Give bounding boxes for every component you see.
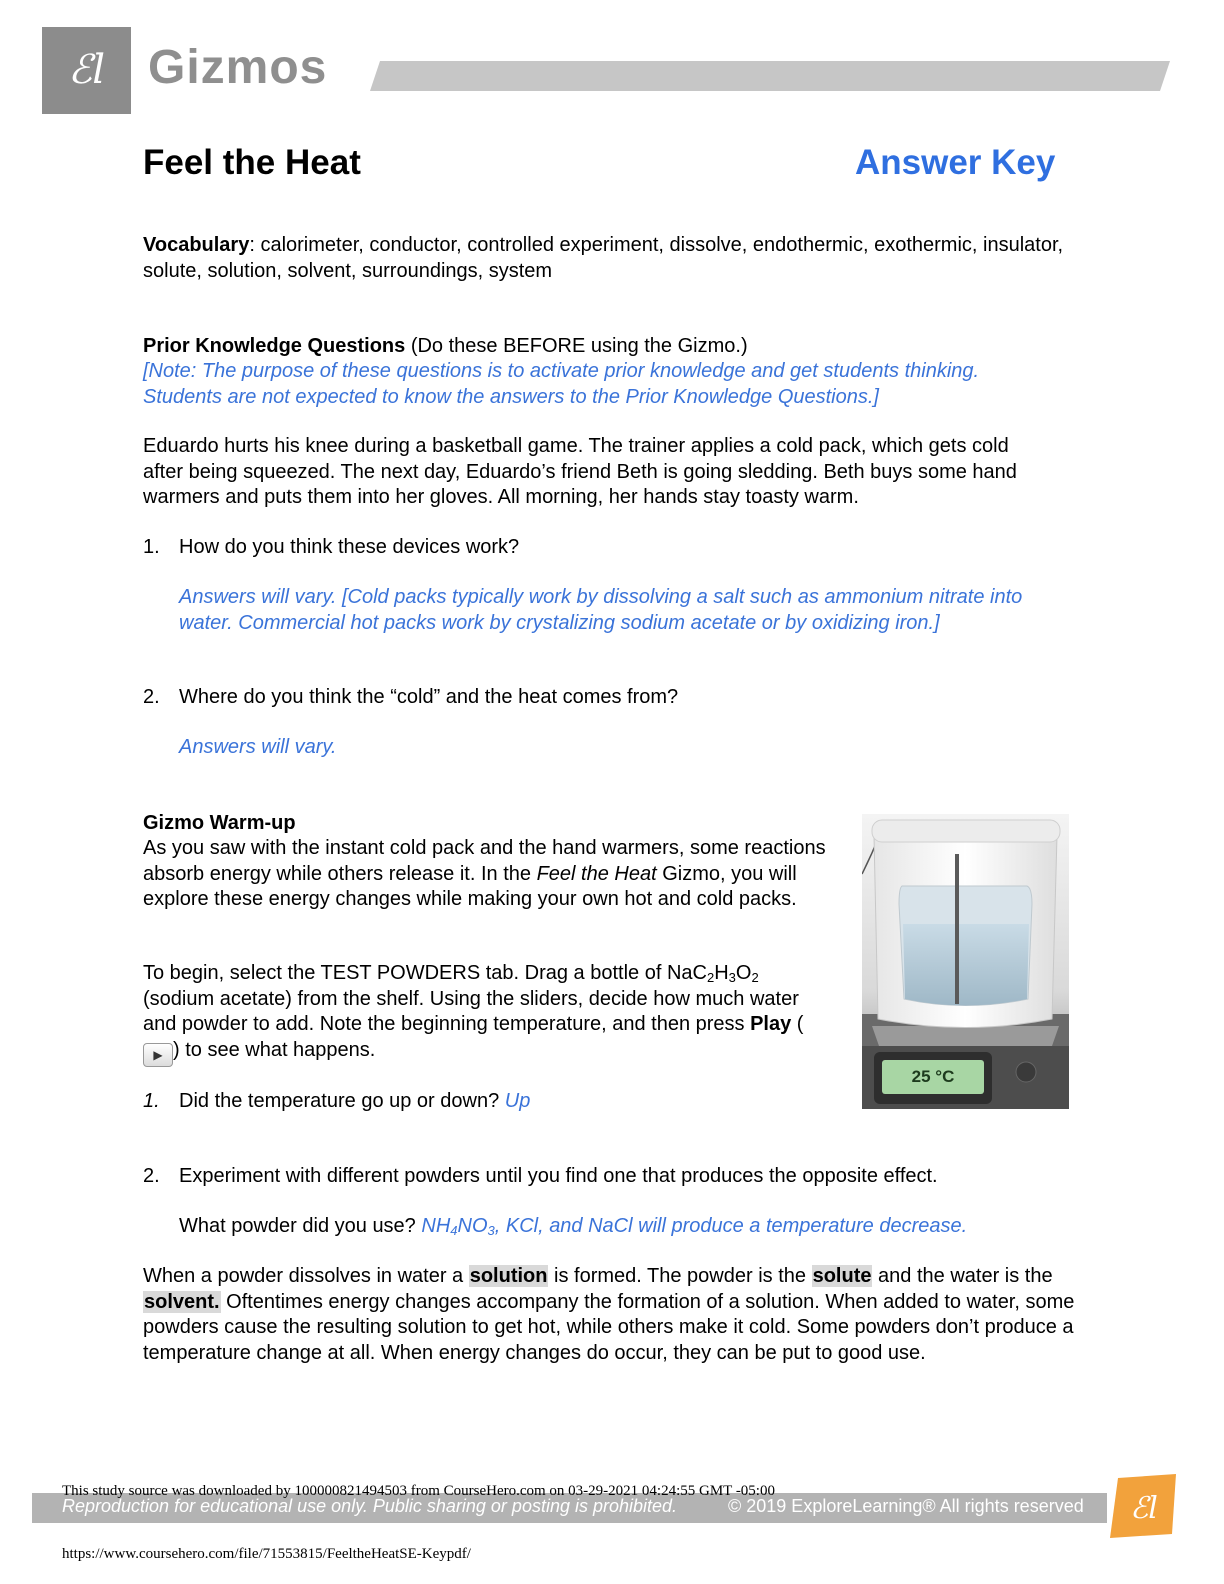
prior-knowledge-heading: Prior Knowledge Questions [143,335,406,357]
corner-logo-icon [1110,1474,1180,1538]
vocabulary-terms: : calorimeter, conductor, controlled experiment, dissolve, endothermic, exothermic, insulator, solute, solution, solvent, surroundings, system [143,234,1064,282]
warmup-intro-b: Gizmo, you will explore these energy changes while making your own hot and cold packs. [143,862,797,910]
closing-part: Oftentimes energy changes accompany the formation of a solution. When added to water, some powders cause the resulting solution to get hot, while others make it cold. Some powders don’t produce a temperature change at all. When energy changes do occur, they can be put to good use. [143,1290,1075,1364]
header-bar [370,61,1170,91]
answer-key-label: Answer Key [855,143,1056,182]
answer-text: Up [504,1090,531,1112]
explorelearning-logo [42,27,131,114]
prior-knowledge-heading-line [143,334,1073,360]
question-text-body: Did the temperature go up or down? [179,1090,505,1112]
play-label: Play [750,1013,792,1035]
prior-knowledge-heading-note: (Do these BEFORE using the Gizmo.) [405,335,748,357]
formula-o: O [735,962,752,984]
question-number: 1. [143,1090,160,1112]
formula-part: NH [421,1215,451,1237]
question-number: 2. [143,1165,160,1187]
question-text [179,1089,1079,1115]
subscript: 4 [450,1223,458,1238]
instructions-d: ) to see what happens. [173,1038,376,1061]
closing-part: When a powder dissolves in water a [143,1265,469,1287]
brand-name: Gizmos [148,41,328,94]
logo-glyph: ℰl [67,47,105,93]
vocabulary-label: Vocabulary [143,234,250,256]
footer-rights: © 2019 ExploreLearning® All rights reserved [728,1496,1084,1516]
question-text: Where do you think the “cold” and the heat comes from? [179,686,679,708]
vocabulary-section [143,233,1073,284]
term-solvent: solvent. [144,1290,220,1313]
question-number: 1. [143,536,160,558]
instructions-a: To begin, select the TEST POWDERS tab. Drag a bottle of NaC [143,962,707,984]
term-solution: solution [469,1265,548,1287]
gizmo-name: Feel the Heat [536,862,657,885]
subscript: 3 [728,970,736,985]
calorimeter-image [862,814,1069,1109]
question-text: Experiment with different powders until you find one that produces the opposite effect. [179,1165,938,1187]
instructions-b: (sodium acetate) from the shelf. Using the sliders, decide how much water and powder to add. Note the beginning temperature, and then press [143,987,799,1035]
subscript: 2 [706,970,715,985]
formula-h: H [714,962,729,984]
warmup-intro [143,836,833,913]
term-solute: solute [812,1265,872,1287]
formula-part: NO [457,1215,488,1237]
answer-text [421,1215,967,1237]
instructions-c: ( [791,1013,804,1035]
page-title: Feel the Heat [143,143,361,182]
svg-text:ℰl: ℰl [1130,1491,1158,1526]
warmup-intro-a: As you saw with the instant cold pack and the hand warmers, some reactions absorb energy while others release it. In the [143,837,826,885]
teacher-note: [Note: The purpose of these questions is to activate prior knowledge and get students thinking. Students are not expected to know the answers to the Prior Knowledge Questions.] [143,360,980,408]
closing-part: is formed. The powder is the [548,1265,812,1287]
download-source-note: This study source was downloaded by 100000821494503 from CourseHero.com on 03-29-2021 04:24:55 GMT -05:00 [62,1483,775,1499]
subscript: 3 [487,1223,495,1238]
prior-story: Eduardo hurts his knee during a basketball game. The trainer applies a cold pack, which gets cold after being squeezed. The next day, Eduardo’s friend Beth is going sledding. Beth buys some hand warmers and puts them into her gloves. All morning, her hands stay toasty warm. [143,435,1017,508]
source-url-link[interactable]: https://www.coursehero.com/file/71553815/FeeltheHeatSE-Keypdf/ [62,1546,471,1562]
answer-rest: , KCl, and NaCl will produce a temperature decrease. [494,1215,968,1237]
subscript: 2 [751,970,759,985]
temperature-display: 25 °C [911,1067,955,1086]
footer-copyright-notice: Reproduction for educational use only. Public sharing or posting is prohibited. [62,1496,678,1516]
answer-text: Answers will vary. [179,736,337,758]
answer-text: Answers will vary. [Cold packs typically work by dissolving a salt such as ammonium nitrate into water. Commercial hot packs work by crystalizing sodium acetate or by oxidizing iron.] [179,586,1023,634]
warmup-instructions [143,961,833,1067]
question-text: How do you think these devices work? [179,536,520,558]
warmup-heading: Gizmo Warm-up [143,812,296,834]
question-number: 2. [143,686,160,708]
question-text-body: What powder did you use? [179,1215,422,1237]
question-text [179,1214,1079,1240]
closing-paragraph [143,1264,1078,1366]
play-icon: ▶ [143,1043,173,1067]
closing-part: and the water is the [872,1265,1053,1287]
